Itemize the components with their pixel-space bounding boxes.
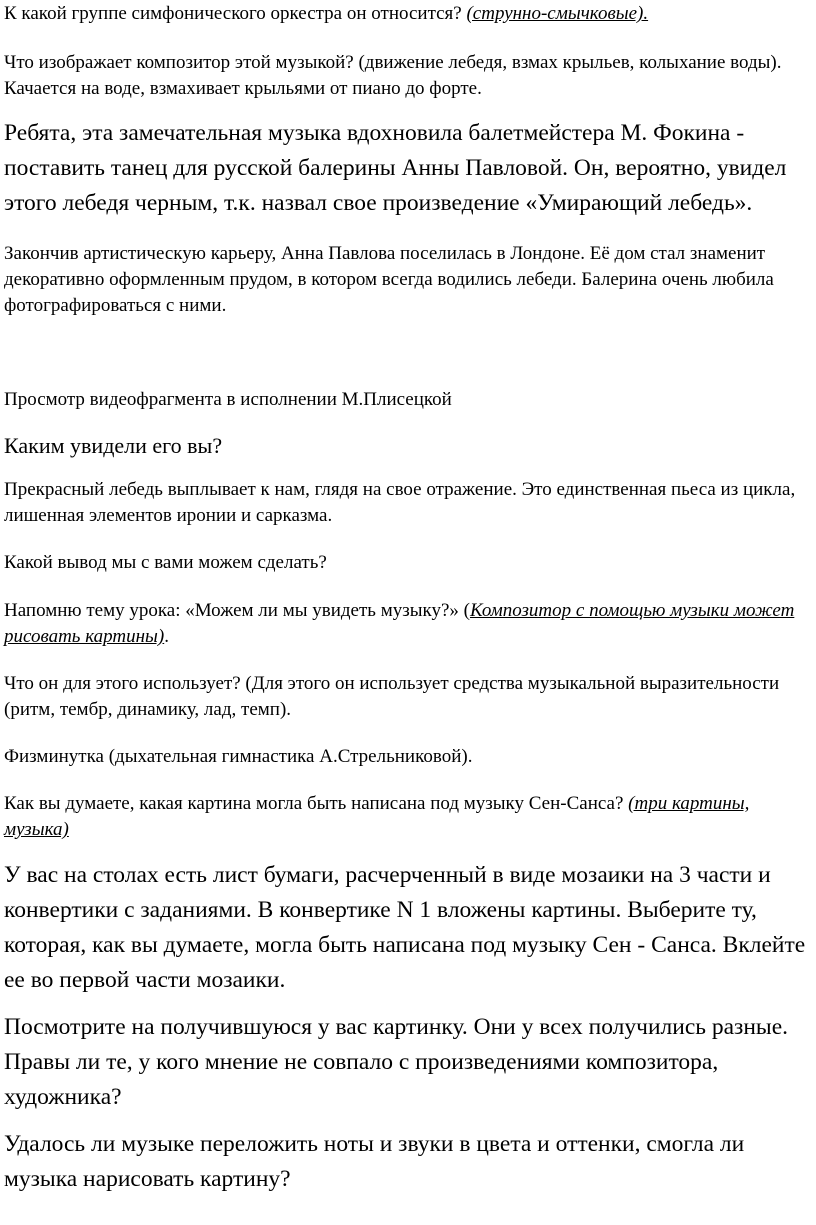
paragraph-pavlova-london: Закончив артистическую карьеру, Анна Павлова поселилась в Лондоне. Её дом стал знаменит декоративно оформленным прудом, в котором всегда водились лебеди. Балерина очень любила фотографироваться с ними. — [4, 243, 774, 316]
question-conclusion: Какой вывод мы с вами можем сделать? — [4, 552, 327, 573]
paragraph-composer-depicts: Что изображает композитор этой музыкой? (движение лебедя, взмах крыльев, колыхание воды). Качается на воде, взмахивает крыльями от пиано до форте. — [4, 52, 782, 99]
paragraph-final-question: Удалось ли музыке переложить ноты и звуки в цвета и оттенки, смогла ли музыка нарисовать картину? — [4, 1131, 745, 1192]
question-text: Как вы думаете, какая картина могла быть написана под музыку Сен-Санса? — [4, 793, 629, 814]
paragraph-fokine-pavlova: Ребята, эта замечательная музыка вдохновила балетмейстера М. Фокина - поставить танец для русской балерины Анны Павловой. Он, вероятно, увидел этого лебедя черным, т.к. назвал свое произведение «Умирающий лебедь». — [4, 120, 787, 216]
paragraph-beautiful-swan: Прекрасный лебедь выплывает к нам, глядя на свое отражение. Это единственная пьеса из цикла, лишенная элементов иронии и сарказма. — [4, 479, 796, 526]
paragraph-video-viewing: Просмотр видеофрагмента в исполнении М.Плисецкой — [4, 389, 452, 410]
paragraph-look-at-picture: Посмотрите на получившуюся у вас картинку. Они у всех получились разные. Правы ли те, у кого мнение не совпало с произведениями композитора, художника? — [4, 1014, 789, 1110]
question-which-picture — [4, 791, 808, 843]
paragraph-mosaic-task: У вас на столах есть лист бумаги, расчерченный в виде мозаики на 3 части и конвертики с заданиями. В конвертике N 1 вложены картины. Выберите ту, которая, как вы думаете, могла быть написана под музыку Сен - Санса. Вклейте ее во первой части мозаики. — [4, 862, 806, 993]
question-how-did-you-see: Каким увидели его вы? — [4, 433, 223, 458]
theme-end: . — [164, 626, 169, 647]
paragraph-physical-break: Физминутка (дыхательная гимнастика А.Стрельниковой). — [4, 746, 473, 767]
paragraph-expressive-means: Что он для этого использует? (Для этого он использует средства музыкальной выразительности (ритм, тембр, динамику, лад, темп). — [4, 673, 780, 720]
answer-text: (струнно-смычковые). — [466, 3, 649, 24]
question-text: К какой группе симфонического оркестра он относится? — [4, 3, 467, 24]
theme-answer: Композитор с помощью музыки может рисовать картины) — [4, 600, 795, 647]
paragraph-lesson-theme — [4, 598, 808, 650]
question-orchestra-group — [4, 1, 808, 27]
theme-text: Напомню тему урока: «Можем ли мы увидеть музыку?» ( — [4, 600, 470, 621]
answer-text: (три картины, музыка) — [4, 793, 750, 840]
